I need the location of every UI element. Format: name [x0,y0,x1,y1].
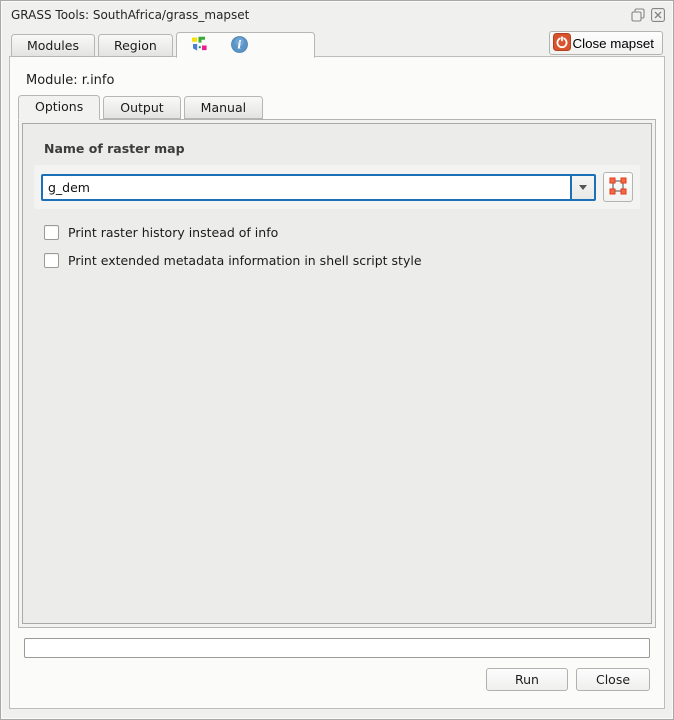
close-window-icon[interactable] [650,8,665,23]
metadata-checkbox-label: Print extended metadata information in shell script style [68,253,422,268]
window-title: GRASS Tools: SouthAfrica/grass_mapset [11,8,250,22]
status-line-input[interactable] [24,638,650,658]
metadata-checkbox[interactable] [44,253,59,268]
options-tab-panel [18,119,656,628]
options-scroll-area [22,123,652,624]
tab-output-label: Output [120,100,164,115]
history-checkbox-row [44,225,640,240]
window-controls [630,8,665,23]
run-button[interactable]: Run [486,668,568,691]
raster-map-row [34,165,640,209]
tab-options-label: Options [35,99,84,114]
raster-map-label: Name of raster map [44,141,185,156]
tab-modules[interactable] [11,34,95,57]
region-extent-icon [609,177,627,198]
titlebar [1,1,673,27]
close-mapset-icon [553,33,571,54]
raster-map-combobox[interactable] [41,174,596,201]
tab-manual[interactable] [184,96,263,119]
tab-module-rinfo[interactable] [176,32,315,58]
module-title: Module: r.info [26,73,115,88]
tab-region[interactable] [98,34,173,57]
info-icon [231,36,248,55]
history-checkbox[interactable] [44,225,59,240]
dialog-buttons [10,668,650,691]
tab-modules-label: Modules [27,38,79,53]
module-page [9,56,665,709]
main-tab-bar [1,27,673,57]
tab-options[interactable] [18,95,100,120]
select-region-extent-button[interactable] [603,172,633,202]
svg-text:i: i [237,38,242,52]
close-mapset-button[interactable] [549,31,664,55]
tab-manual-label: Manual [200,100,247,115]
metadata-checkbox-row [44,253,640,268]
chevron-down-icon [579,185,587,190]
tab-region-label: Region [113,38,157,53]
raster-map-dropdown-button[interactable] [570,176,594,199]
grass-module-icon [191,35,209,55]
close-button[interactable]: Close [576,668,650,691]
tab-output[interactable] [103,96,180,119]
module-tab-bar [18,95,664,119]
close-mapset-label: Close mapset [572,35,654,51]
float-window-icon[interactable] [630,8,645,23]
history-checkbox-label: Print raster history instead of info [68,225,279,240]
raster-map-input[interactable] [43,176,570,199]
